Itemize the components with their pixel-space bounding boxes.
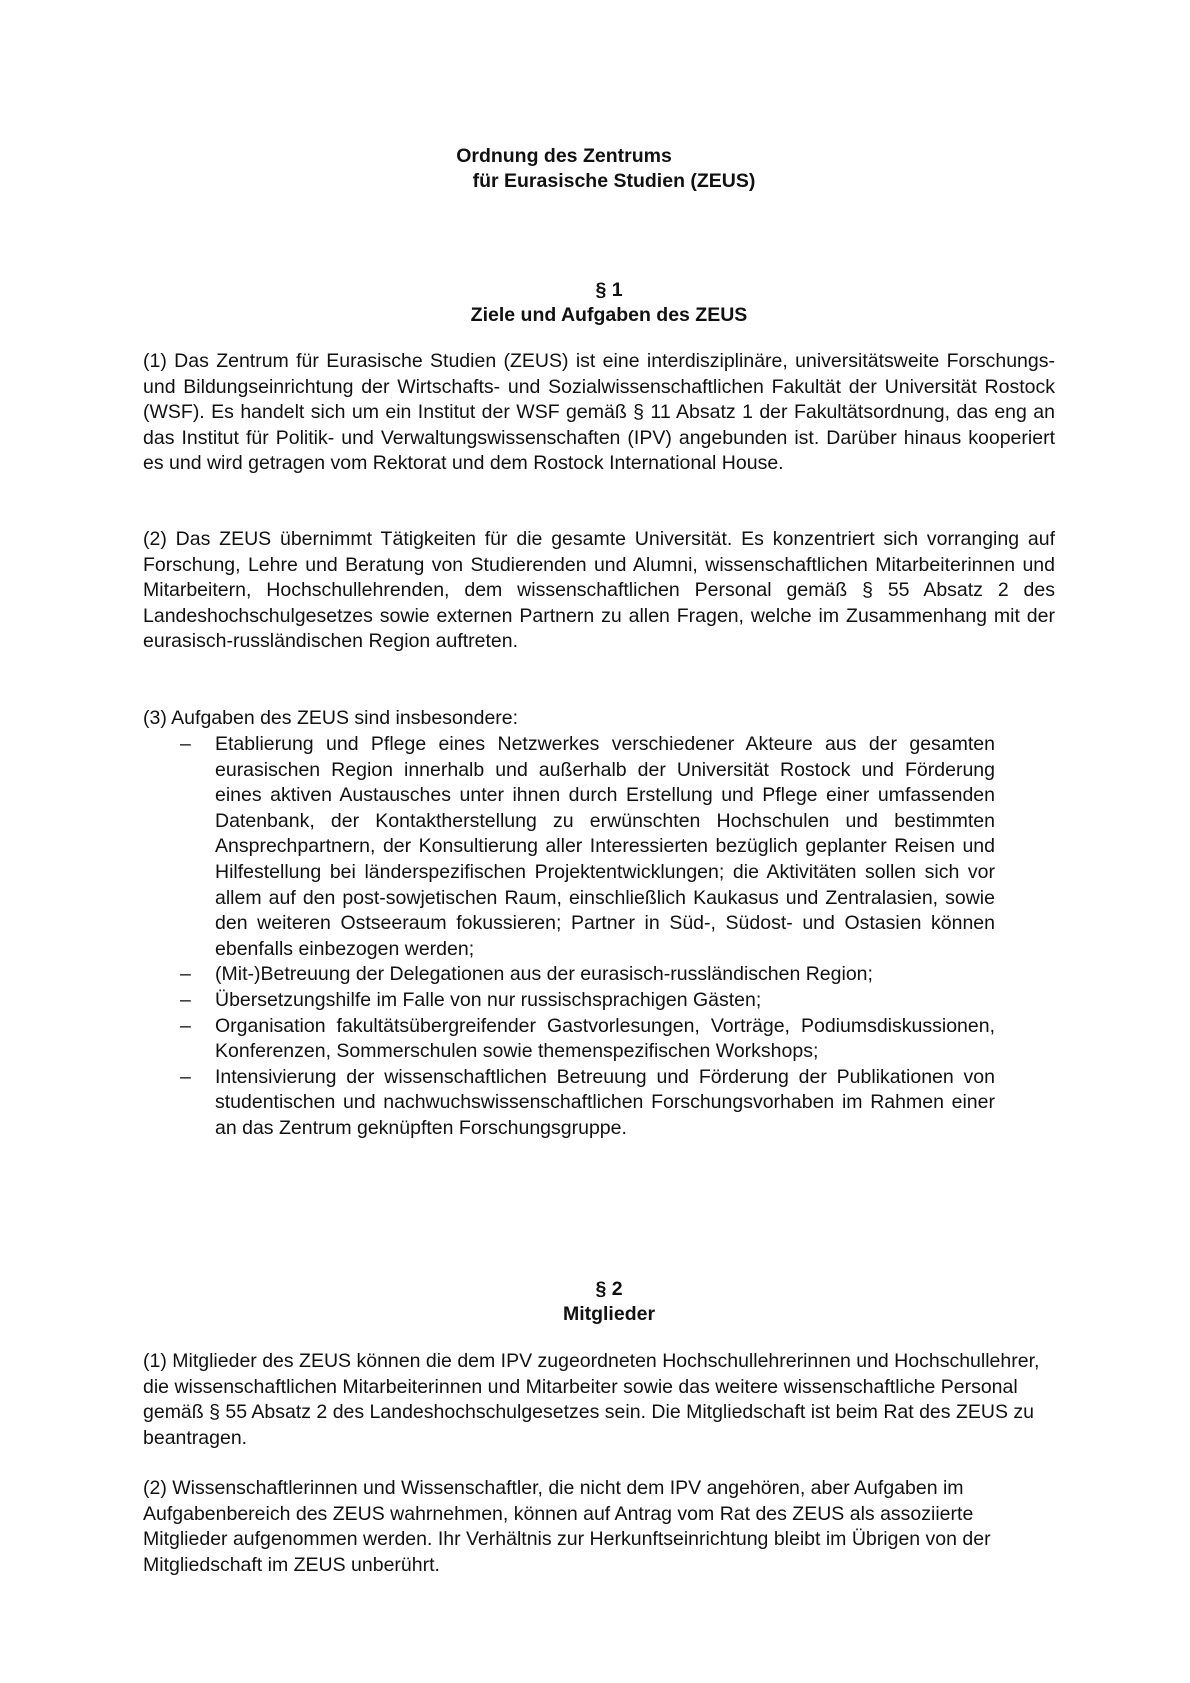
section-1-heading: Ziele und Aufgaben des ZEUS	[470, 304, 748, 326]
section-2-number: § 2	[595, 1278, 623, 1300]
task-list-item	[143, 1014, 995, 1065]
bullet-dash-icon: –	[180, 1065, 191, 1088]
task-text: Übersetzungshilfe im Falle von nur russischsprachigen Gästen;	[215, 988, 762, 1011]
section-2-paragraph-2: (2) Wissenschaftlerinnen und Wissenschaftler, die nicht dem IPV angehören, aber Aufgaben im Aufgabenbereich des ZEUS wahrnehmen, können auf Antrag vom Rat des ZEUS als assoziierte Mitglieder aufgenommen werden. Ihr Verhältnis zur Herkunftseinrichtung bleibt im Übrigen von der Mitgliedschaft im ZEUS unberührt.	[143, 1477, 991, 1576]
task-list-item	[143, 1065, 995, 1142]
document-title	[143, 144, 1055, 194]
task-text: Intensivierung der wissenschaftlichen Betreuung und Förderung der Publikationen von studentischen und nachwuchswissenschaftlichen Forschungsvorhaben im Rahmen einer an das Zentrum geknüpften Forschungsgruppe.	[215, 1065, 995, 1139]
bullet-dash-icon: –	[180, 963, 191, 986]
task-list-item	[143, 962, 995, 988]
section-1-paragraph-1: (1) Das Zentrum für Eurasische Studien (ZEUS) ist eine interdisziplinäre, universitätsweite Forschungs- und Bildungseinrichtung der Wirtschafts- und Sozialwissenschaftlichen Fakultät der Universität Rostock (WSF). Es handelt sich um ein Institut der WSF gemäß § 11 Absatz 1 der Fakultätsordnung, das eng an das Institut für Politik- und Verwaltungswissenschaften (IPV) angebunden ist. Darüber hinaus kooperiert es und wird getragen vom Rektorat und dem Rostock International House.	[143, 350, 1055, 475]
document-title-line-1: Ordnung des Zentrums	[456, 145, 672, 167]
task-list-item	[143, 732, 995, 962]
task-text: Organisation fakultätsübergreifender Gastvorlesungen, Vorträge, Podiumsdiskussionen, Konferenzen, Sommerschulen sowie themenspezifischen Workshops;	[215, 1014, 995, 1063]
task-text: (Mit-)Betreuung der Delegationen aus der eurasisch-russländischen Region;	[215, 963, 873, 986]
bullet-dash-icon: –	[180, 988, 191, 1011]
section-1-header	[143, 278, 1055, 328]
section-1-paragraph-3-intro: (3) Aufgaben des ZEUS sind insbesondere:	[143, 707, 519, 729]
section-2-header	[143, 1277, 1055, 1327]
section-1-number: § 1	[595, 279, 623, 301]
section-2-paragraph-1: (1) Mitglieder des ZEUS können die dem IPV zugeordneten Hochschullehrerinnen und Hochschullehrer, die wissenschaftlichen Mitarbeiterinnen und Mitarbeiter sowie das weitere wissenschaftliche Personal gemäß § 55 Absatz 2 des Landeshochschulgesetzes sein. Die Mitgliedschaft ist beim Rat des ZEUS zu beantragen.	[143, 1350, 1040, 1449]
section-1-paragraph-2: (2) Das ZEUS übernimmt Tätigkeiten für die gesamte Universität. Es konzentriert sich vorranging auf Forschung, Lehre und Beratung von Studierenden und Alumni, wissenschaftlichen Mitarbeiterinnen und Mitarbeitern, Hochschullehrenden, dem wissenschaftlichen Personal gemäß § 55 Absatz 2 des Landeshochschulgesetzes sowie externen Partnern zu allen Fragen, welche im Zusammenhang mit der eurasisch-russländischen Region auftreten.	[143, 528, 1055, 653]
document-title-line-2: für Eurasische Studien (ZEUS)	[472, 170, 756, 192]
task-list	[143, 732, 1055, 1142]
task-text: Etablierung und Pflege eines Netzwerkes verschiedener Akteure aus der gesamten eurasischen Region innerhalb und außerhalb der Universität Rostock und Förderung eines aktiven Austausches unter ihnen durch Erstellung und Pflege einer umfassenden Datenbank, der Kontaktherstellung zu erwünschten Hochschulen und bestimmten Ansprechpartnern, der Konsultierung aller Interessierten bezüglich geplanter Reisen und Hilfestellung bei länderspezifischen Projektentwicklungen; die Aktivitäten sollen sich vor allem auf den post-sowjetischen Raum, einschließlich Kaukasus und Zentralasien, sowie den weiteren Ostseeraum fokussieren; Partner in Süd-, Südost- und Ostasien können ebenfalls einbezogen werden;	[215, 733, 995, 960]
bullet-dash-icon: –	[180, 1014, 191, 1037]
section-2-heading: Mitglieder	[562, 1303, 656, 1325]
task-list-item	[143, 988, 995, 1014]
bullet-dash-icon: –	[180, 733, 191, 755]
